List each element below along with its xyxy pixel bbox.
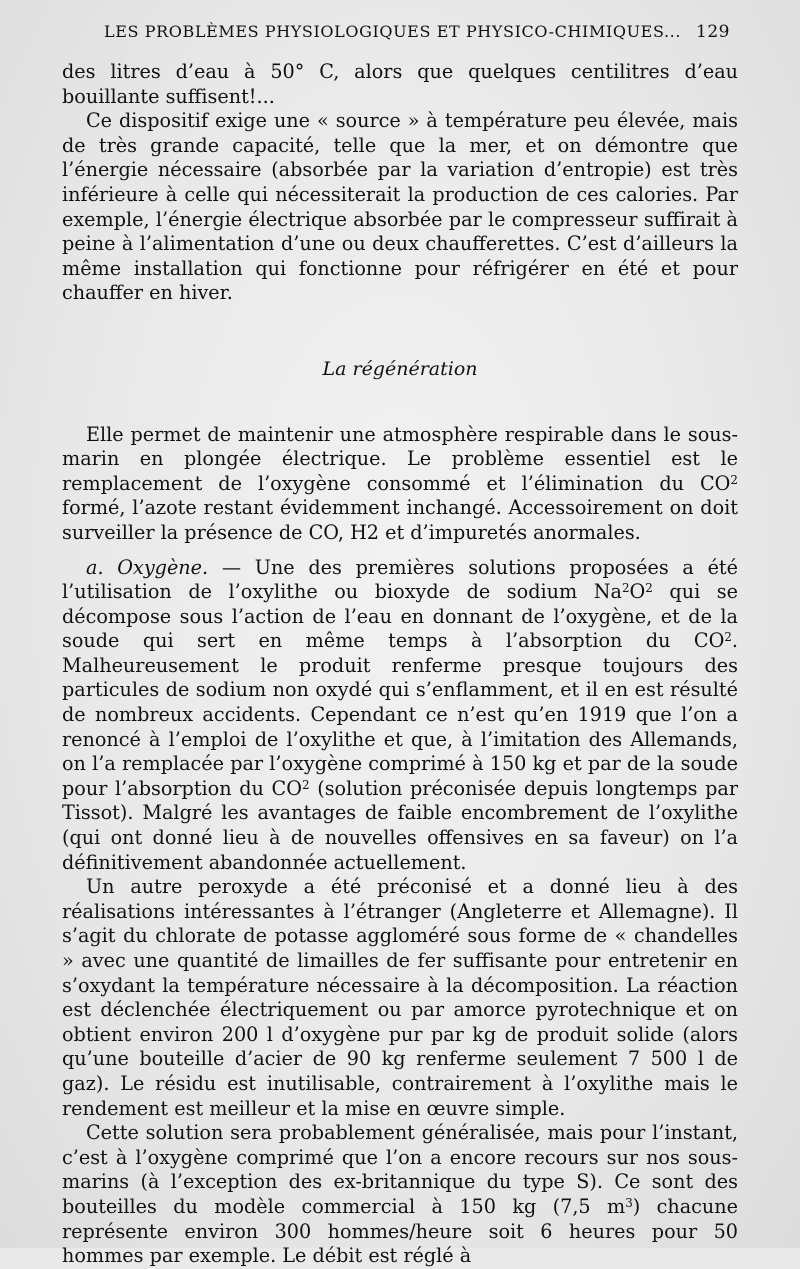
paragraph-peroxyde (62, 875, 738, 1121)
paragraph-text: O (629, 580, 646, 604)
paragraph-regeneration (62, 423, 738, 546)
paragraph-text: Elle permet de maintenir une atmosphère respirable dans le sous-marin en plongée électrique. Le problème essentiel est le remplacement de l’oxygène consommé et l’élimination du CO (62, 422, 738, 495)
paragraph-text: des litres d’eau à 50° C, alors que quelques centilitres d’eau bouillante suffisent!... (62, 60, 738, 108)
paragraph-text: — Une des premières solutions proposées a été l’utilisation de l’oxylithe ou bioxyde de sodium Na (62, 555, 739, 604)
superscript: 2 (645, 581, 653, 596)
paragraph-text: Cette solution sera probablement généralisée, mais pour l’instant, c’est à l’oxygène comprimé que l’on a encore recours sur nos sous-marins (à l’exception des ex-britannique du type S). Ce sont des bouteilles du modèle commercial à 150 kg (7,5 m (62, 1121, 738, 1218)
paragraph-continuation (62, 60, 738, 109)
paragraph-text: qui se décompose sous l’action de l’eau en donnant de l’oxygène, et de la soude qui sert en même temps à l’absorption du CO (62, 580, 738, 653)
paragraph-solution (62, 1121, 738, 1269)
item-label: a. Oxygène. (86, 555, 209, 579)
page-body (62, 60, 738, 1269)
paragraph-text: Ce dispositif exige une « source » à température peu élevée, mais de très grande capacité, telle que la mer, et on démontre que l’énergie nécessaire (absorbée par la variation d’entropie) est très inférieure à celle qui nécessiterait la production de ces calories. Par exemple, l’énergie électrique absorbée par le compresseur suffirait à peine à l’alimentation d’une ou deux chaufferettes. C’est d’ailleurs la même installation qui fonctionne pour réfrigérer en été et pour chauffer en hiver. (62, 109, 738, 305)
paragraph-text: formé, l’azote restant évidemment inchangé. Accessoirement on doit surveiller la présence de CO, H2 et d’impuretés anormales. (62, 496, 738, 544)
paragraph-text: . Malheureusement le produit renferme presque toujours des particules de sodium non oxydé qui s’enflamment, et il en est résulté de nombreux accidents. Cependant ce n’est qu’en 1919 que l’on a renoncé à l’emploi de l’oxylithe et que, à l’imitation des Allemands, on l’a remplacée par l’oxygène comprimé à 150 kg et par de la soude pour l’absorption du CO (62, 629, 738, 800)
section-title: La régénération (322, 357, 478, 380)
page-header (104, 22, 730, 42)
paragraph-text: (solution préconisée depuis longtemps par Tissot). Malgré les avantages de faible encombrement de l’oxylithe (qui ont donné lieu à de nouvelles offensives en sa faveur) on l’a définitivement abandonnée actuellement. (62, 776, 739, 874)
paragraph-text: Un autre peroxyde a été préconisé et a donné lieu à des réalisations intéressantes à l’étranger (Angleterre et Allemagne). Il s’agit du chlorate de potasse aggloméré sous forme de « chandelles » avec une quantité de limailles de fer suffisante pour entretenir en s’oxydant la température nécessaire à la décomposition. La réaction est déclenchée électriquement ou par amorce pyrotechnique et on obtient environ 200 l d’oxygène pur par kg de produit solide (alors qu’une bouteille d’acier de 90 kg renferme seulement 7 500 l de gaz). Le résidu est inutilisable, contrairement à l’oxylithe mais le rendement est meilleur et la mise en œuvre simple. (62, 875, 738, 1120)
superscript: 2 (724, 630, 732, 645)
paragraph-oxygene (62, 556, 738, 876)
superscript: 3 (625, 1196, 633, 1210)
superscript: 2 (730, 472, 738, 487)
running-title: LES PROBLÈMES PHYSIOLOGIQUES ET PHYSICO-CHIMIQUES... (104, 22, 682, 41)
superscript: 2 (621, 581, 630, 596)
page-number: 129 (696, 22, 730, 42)
paragraph-text: ) chacune représente environ 300 hommes/heure soit 6 heures pour 50 hommes par exemple. Le débit est réglé à (62, 1194, 738, 1268)
paragraph-dispositif (62, 109, 738, 306)
superscript: 2 (301, 777, 310, 792)
